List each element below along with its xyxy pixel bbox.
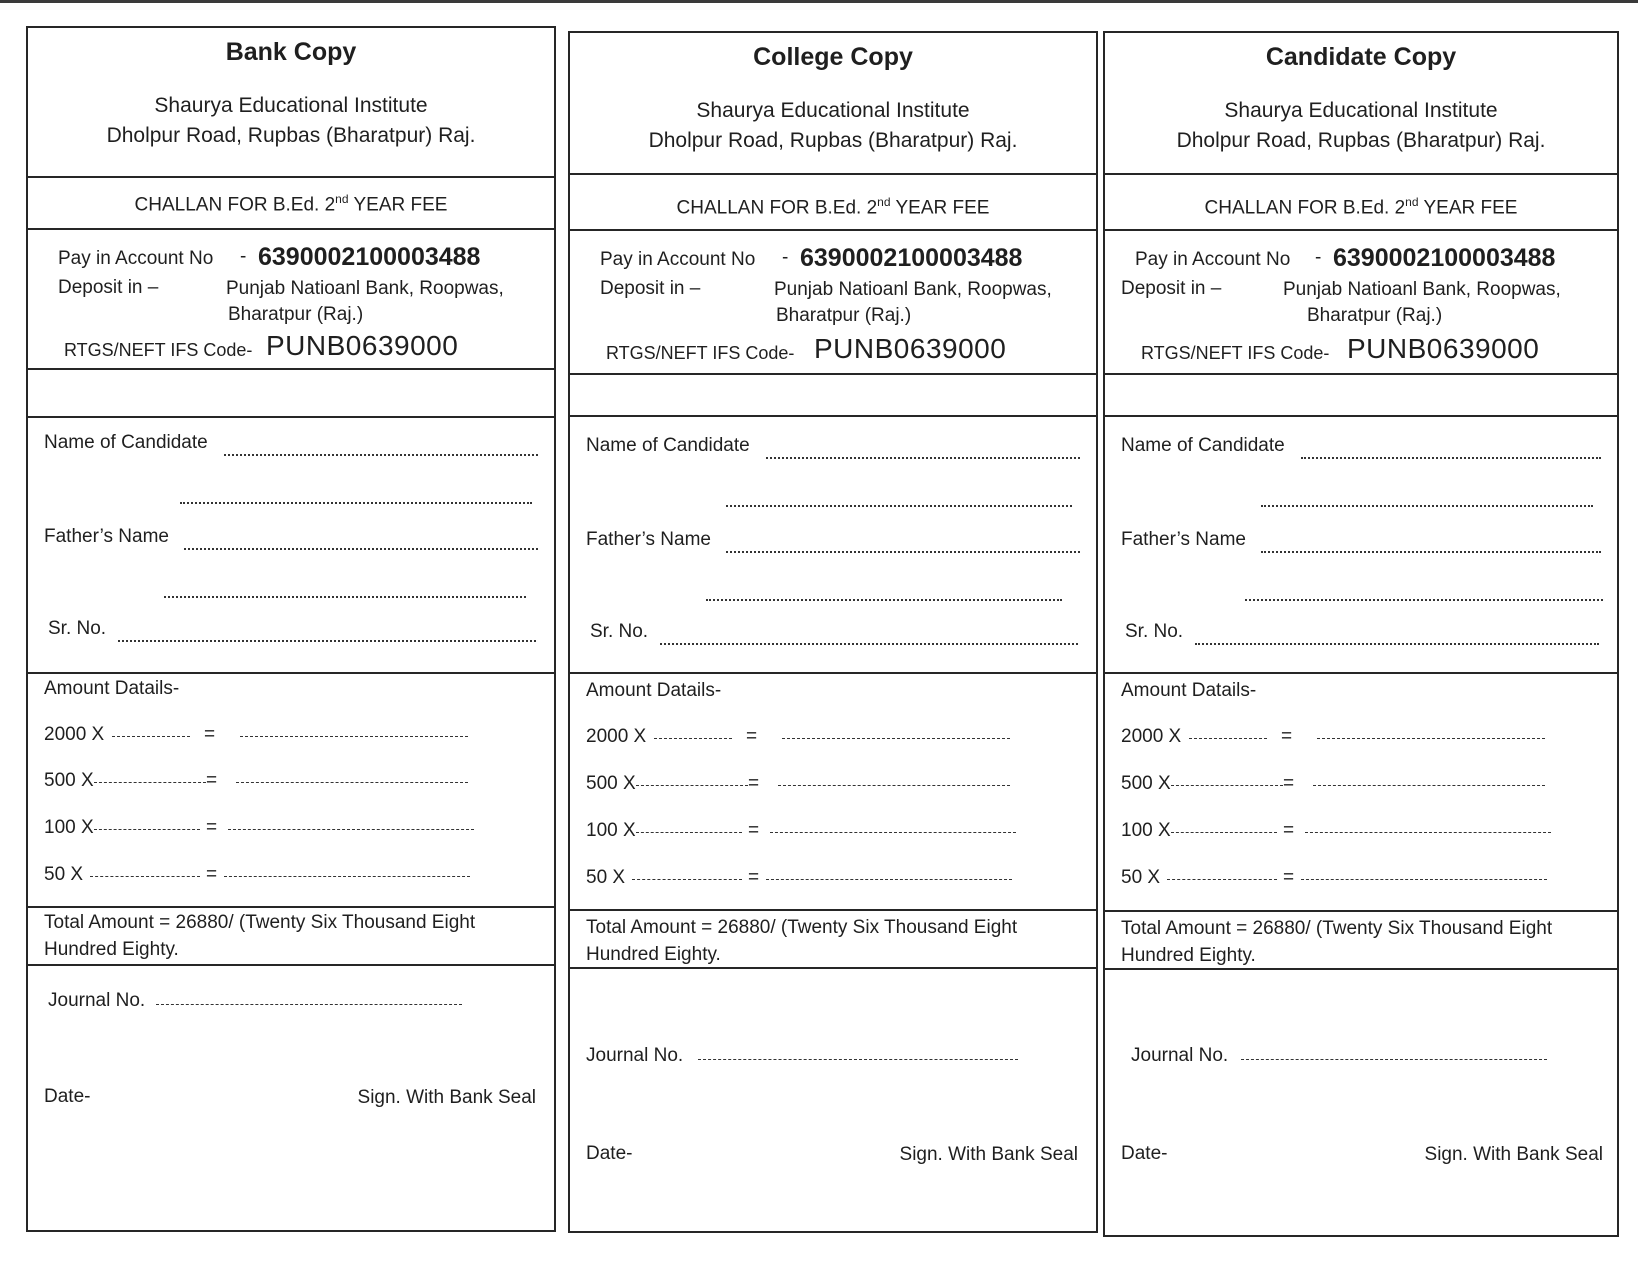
denomination-50: 50 X: [1121, 867, 1161, 888]
bank-name: Punjab Natioanl Bank, Roopwas,: [774, 279, 1052, 300]
fee-title-ordinal: nd: [877, 195, 891, 209]
father-name-line-2[interactable]: [1245, 599, 1603, 601]
denomination-2000: 2000 X: [586, 726, 647, 747]
father-name-label: Father’s Name: [44, 526, 169, 547]
total-amount-line2: Hundred Eighty.: [44, 939, 179, 960]
institute-address: Dholpur Road, Rupbas (Bharatpur) Raj.: [106, 124, 476, 147]
ifsc-code: PUNB0639000: [266, 330, 459, 361]
equals-sign: =: [1283, 867, 1295, 888]
serial-no-line[interactable]: [1195, 643, 1599, 645]
equals-sign: =: [206, 770, 218, 791]
journal-no-line[interactable]: [1241, 1059, 1547, 1060]
candidate-details-section: [28, 416, 554, 672]
candidate-name-line[interactable]: [224, 454, 538, 456]
denomination-50: 50 X: [44, 864, 84, 885]
account-number: 6390002100003488: [1333, 244, 1556, 272]
candidate-name-line-2[interactable]: [726, 505, 1072, 507]
candidate-name-line[interactable]: [766, 457, 1080, 459]
fee-title-ordinal: nd: [1405, 195, 1419, 209]
pay-dash: -: [240, 246, 247, 267]
serial-no-line[interactable]: [118, 640, 536, 642]
date-label: Date-: [44, 1086, 91, 1107]
account-section: [1105, 229, 1617, 373]
amount-details-section: [570, 672, 1096, 909]
fee-title-text: CHALLAN FOR B.Ed. 2: [134, 194, 336, 216]
father-name-line-2[interactable]: [706, 599, 1062, 601]
count-500-line[interactable]: [1171, 785, 1283, 786]
denomination-2000: 2000 X: [44, 724, 105, 745]
ifsc-code: PUNB0639000: [814, 333, 1007, 364]
fee-title-section: [1105, 173, 1617, 229]
total-2000-line[interactable]: [1317, 738, 1545, 739]
total-amount-line2: Hundred Eighty.: [1121, 945, 1256, 966]
equals-sign: =: [1283, 773, 1295, 794]
pay-label: Pay in Account No: [600, 249, 756, 270]
father-name-line[interactable]: [184, 548, 538, 550]
total-amount-section: [1105, 910, 1617, 968]
institute-name: Shaurya Educational Institute: [1224, 99, 1498, 122]
denomination-50: 50 X: [586, 867, 626, 888]
total-amount-section: [570, 909, 1096, 967]
journal-no-label: Journal No.: [1131, 1045, 1229, 1066]
date-label: Date-: [586, 1143, 633, 1164]
fee-title: [28, 192, 554, 216]
amount-details-label: Amount Datails-: [1121, 680, 1257, 701]
fee-title-ordinal: nd: [335, 192, 349, 206]
total-amount-line1: Total Amount = 26880/ (Twenty Six Thousand Eight: [586, 917, 1018, 938]
sign-with-bank-seal: Sign. With Bank Seal: [357, 1087, 536, 1108]
institute-address: Dholpur Road, Rupbas (Bharatpur) Raj.: [648, 129, 1018, 152]
copy-title: Candidate Copy: [1265, 43, 1457, 71]
ifsc-label: RTGS/NEFT IFS Code-: [606, 343, 795, 363]
equals-sign: =: [204, 724, 216, 745]
equals-sign: =: [746, 726, 758, 747]
ifsc-code: PUNB0639000: [1347, 333, 1540, 364]
journal-no-label: Journal No.: [586, 1045, 684, 1066]
count-100-line[interactable]: [636, 832, 742, 833]
account-section: [28, 228, 554, 368]
total-2000-line[interactable]: [782, 738, 1010, 739]
count-50-line[interactable]: [632, 879, 742, 880]
candidate-name-label: Name of Candidate: [1121, 435, 1285, 456]
total-50-line[interactable]: [224, 876, 470, 877]
equals-sign: =: [1283, 820, 1295, 841]
fee-title-text: CHALLAN FOR B.Ed. 2: [676, 197, 878, 219]
journal-no-label: Journal No.: [48, 990, 146, 1011]
total-2000-line[interactable]: [240, 736, 468, 737]
page-top-border: [0, 0, 1638, 3]
challan-header: [570, 33, 1096, 173]
pay-label: Pay in Account No: [1135, 249, 1291, 270]
serial-no-label: Sr. No.: [1125, 621, 1184, 642]
ifsc-label: RTGS/NEFT IFS Code-: [1141, 343, 1330, 363]
bank-use-section: [570, 967, 1096, 1231]
denomination-100: 100 X: [586, 820, 636, 841]
copy-title: Bank Copy: [225, 38, 357, 66]
candidate-name-line-2[interactable]: [180, 502, 532, 504]
count-2000-line[interactable]: [112, 736, 190, 737]
bank-name: Punjab Natioanl Bank, Roopwas,: [1283, 279, 1561, 300]
deposit-label: Deposit in –: [600, 278, 701, 299]
bank-use-section: [28, 964, 554, 1230]
father-name-label: Father’s Name: [586, 529, 711, 550]
serial-no-line[interactable]: [660, 643, 1078, 645]
total-500-line[interactable]: [236, 782, 468, 783]
father-name-line[interactable]: [1261, 551, 1601, 553]
institute-address: Dholpur Road, Rupbas (Bharatpur) Raj.: [1176, 129, 1546, 152]
fee-title-suffix: YEAR FEE: [348, 194, 448, 216]
pay-label: Pay in Account No: [58, 248, 214, 269]
total-amount-line2: Hundred Eighty.: [586, 944, 721, 965]
denomination-100: 100 X: [1121, 820, 1171, 841]
fee-title: [570, 195, 1096, 219]
total-amount-section: [28, 906, 554, 964]
candidate-name-label: Name of Candidate: [44, 432, 208, 453]
equals-sign: =: [748, 820, 760, 841]
count-100-line[interactable]: [1171, 832, 1277, 833]
denomination-100: 100 X: [44, 817, 94, 838]
count-2000-line[interactable]: [1189, 738, 1267, 739]
father-name-line-2[interactable]: [164, 596, 526, 598]
fee-title-suffix: YEAR FEE: [1418, 197, 1518, 219]
equals-sign: =: [1281, 726, 1293, 747]
denomination-500: 500 X: [44, 770, 94, 791]
total-50-line[interactable]: [1301, 879, 1547, 880]
count-2000-line[interactable]: [654, 738, 732, 739]
pay-dash: -: [782, 247, 789, 268]
journal-no-line[interactable]: [156, 1004, 462, 1005]
candidate-name-label: Name of Candidate: [586, 435, 750, 456]
total-amount-line1: Total Amount = 26880/ (Twenty Six Thousand Eight: [1121, 918, 1553, 939]
amount-details-section: [28, 672, 554, 906]
challan-header: [1105, 33, 1617, 173]
count-500-line[interactable]: [636, 785, 748, 786]
equals-sign: =: [206, 864, 218, 885]
date-label: Date-: [1121, 1143, 1168, 1164]
candidate-name-line-2[interactable]: [1261, 505, 1593, 507]
account-number: 6390002100003488: [258, 243, 481, 271]
fee-title-text: CHALLAN FOR B.Ed. 2: [1204, 197, 1406, 219]
amount-details-section: [1105, 672, 1617, 910]
denomination-500: 500 X: [586, 773, 636, 794]
institute-name: Shaurya Educational Institute: [696, 99, 970, 122]
blank-section: [28, 368, 554, 416]
challan-candidate-copy: [1103, 31, 1619, 1237]
denomination-2000: 2000 X: [1121, 726, 1182, 747]
count-500-line[interactable]: [94, 782, 206, 783]
ifsc-label: RTGS/NEFT IFS Code-: [64, 340, 253, 360]
bank-use-section: [1105, 968, 1617, 1235]
candidate-details-section: [1105, 415, 1617, 672]
deposit-label: Deposit in –: [58, 277, 159, 298]
bank-name: Punjab Natioanl Bank, Roopwas,: [226, 278, 504, 299]
father-name-label: Father’s Name: [1121, 529, 1246, 550]
account-section: [570, 229, 1096, 373]
bank-location: Bharatpur (Raj.): [776, 305, 912, 326]
candidate-name-line[interactable]: [1301, 457, 1601, 459]
deposit-label: Deposit in –: [1121, 278, 1222, 299]
equals-sign: =: [748, 867, 760, 888]
fee-title-section: [570, 173, 1096, 229]
pay-dash: -: [1315, 247, 1322, 268]
bank-location: Bharatpur (Raj.): [228, 304, 364, 325]
denomination-500: 500 X: [1121, 773, 1171, 794]
count-50-line[interactable]: [90, 876, 200, 877]
candidate-details-section: [570, 415, 1096, 672]
total-50-line[interactable]: [766, 879, 1012, 880]
bank-location: Bharatpur (Raj.): [1307, 305, 1443, 326]
count-100-line[interactable]: [94, 829, 200, 830]
copy-title: College Copy: [753, 43, 913, 71]
fee-title-suffix: YEAR FEE: [890, 197, 990, 219]
blank-section: [570, 373, 1096, 415]
total-100-line[interactable]: [1305, 832, 1551, 833]
fee-title: [1105, 195, 1617, 219]
count-50-line[interactable]: [1167, 879, 1277, 880]
total-500-line[interactable]: [1313, 785, 1545, 786]
amount-details-label: Amount Datails-: [44, 678, 180, 699]
sign-with-bank-seal: Sign. With Bank Seal: [1424, 1144, 1603, 1165]
equals-sign: =: [206, 817, 218, 838]
total-500-line[interactable]: [778, 785, 1010, 786]
total-100-line[interactable]: [770, 832, 1016, 833]
amount-details-label: Amount Datails-: [586, 680, 722, 701]
challan-bank-copy: [26, 26, 556, 1232]
institute-name: Shaurya Educational Institute: [154, 94, 428, 117]
challan-header: [28, 28, 554, 176]
equals-sign: =: [748, 773, 760, 794]
challan-college-copy: [568, 31, 1098, 1233]
sign-with-bank-seal: Sign. With Bank Seal: [899, 1144, 1078, 1165]
father-name-line[interactable]: [726, 551, 1080, 553]
total-amount-line1: Total Amount = 26880/ (Twenty Six Thousand Eight: [44, 912, 476, 933]
serial-no-label: Sr. No.: [590, 621, 649, 642]
blank-section: [1105, 373, 1617, 415]
account-number: 6390002100003488: [800, 244, 1023, 272]
journal-no-line[interactable]: [698, 1059, 1018, 1060]
fee-title-section: [28, 176, 554, 228]
serial-no-label: Sr. No.: [48, 618, 107, 639]
total-100-line[interactable]: [228, 829, 474, 830]
